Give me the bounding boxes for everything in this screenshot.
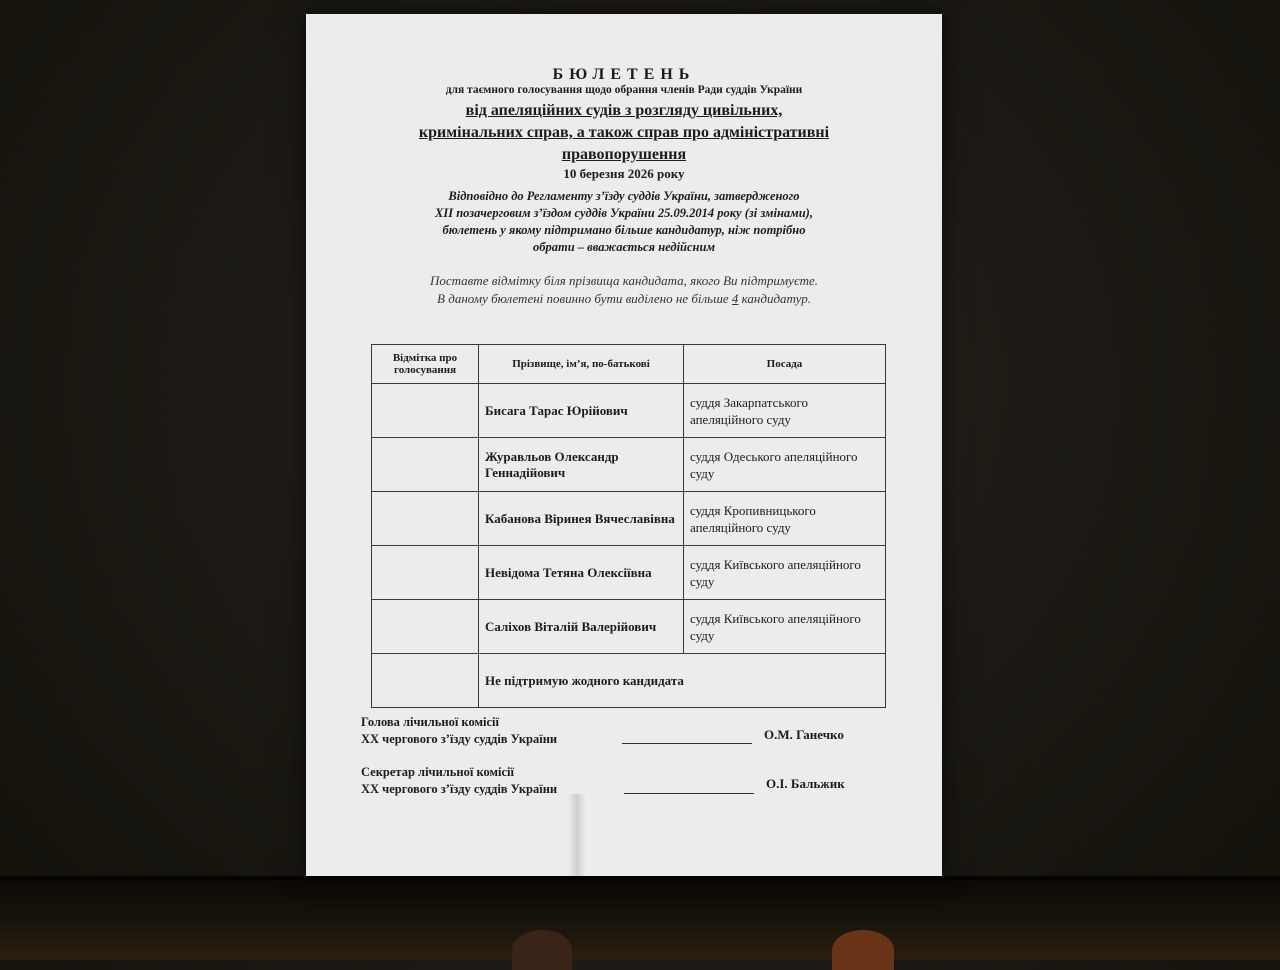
category-line: правопорушення (561, 146, 687, 163)
signature-name: О.І. Бальжик (766, 776, 845, 791)
vote-mark-cell[interactable] (372, 384, 479, 438)
header-position: Посада (684, 345, 886, 384)
rule-note-line: обрати – вважається недійсним (532, 240, 716, 254)
screen-fold (568, 794, 586, 876)
header-mark: Відмітка про голосування (372, 345, 479, 384)
ballot-title: БЮЛЕТЕНЬ (552, 66, 696, 83)
table-row-none (372, 654, 886, 708)
table-row (372, 384, 886, 438)
signature-role: Голова лічильної комісії XX чергового з’їзду суддів України (361, 715, 558, 746)
candidates-table (371, 344, 886, 708)
audience-head (832, 930, 894, 970)
max-candidates: 4 (731, 291, 739, 306)
table-header-row (372, 345, 886, 384)
ballot-subtitle: для таємного голосування щодо обрання членів Ради суддів України (445, 84, 803, 96)
candidate-position: суддя Кропивницького апеляційного суду (684, 492, 886, 546)
candidate-name: Саліхов Віталій Валерійович (479, 600, 684, 654)
vote-mark-cell[interactable] (372, 492, 479, 546)
none-option: Не підтримую жодного кандидата (479, 654, 886, 708)
vote-mark-cell[interactable] (372, 546, 479, 600)
signature-line (622, 743, 752, 744)
candidate-position: суддя Київського апеляційного суду (684, 546, 886, 600)
vote-mark-cell[interactable] (372, 438, 479, 492)
candidate-position: суддя Одеського апеляційного суду (684, 438, 886, 492)
category-line: від апеляційних судів з розгляду цивільних, (465, 102, 783, 119)
vote-mark-cell[interactable] (372, 654, 479, 708)
candidate-position: суддя Київського апеляційного суду (684, 600, 886, 654)
ballot-date: 10 березня 2026 року (563, 166, 685, 181)
category-line: кримінальних справ, а також справ про адміністративні (418, 124, 830, 141)
signature-role: Секретар лічильної комісії XX чергового з’їзду суддів України (361, 765, 558, 796)
projection-screen (306, 14, 942, 876)
table-row (372, 600, 886, 654)
signature-name: О.М. Ганечко (764, 727, 844, 742)
table-row (372, 546, 886, 600)
instruction-line: В даному бюлетені повинно бути виділено не більше 4 кандидатур. (437, 291, 811, 306)
candidate-name: Бисага Тарас Юрійович (479, 384, 684, 438)
stage-floor (0, 880, 1280, 960)
candidate-position: суддя Закарпатського апеляційного суду (684, 384, 886, 438)
candidate-name: Невідома Тетяна Олексіївна (479, 546, 684, 600)
rule-note-line: XII позачерговим з’їздом суддів України 25.09.2014 року (зі змінами), (435, 206, 813, 220)
instructions (306, 272, 942, 308)
candidate-name: Кабанова Віринея Вячеславівна (479, 492, 684, 546)
rule-note-line: Відповідно до Регламенту з’їзду суддів України, затвердженого (448, 189, 800, 203)
vote-mark-cell[interactable] (372, 600, 479, 654)
table-row (372, 438, 886, 492)
rule-note (306, 188, 942, 256)
signature-line (624, 793, 754, 794)
rule-note-line: бюлетень у якому підтримано більше кандидатур, ніж потрібно (442, 223, 806, 237)
audience-head (512, 930, 572, 970)
ballot-category (306, 100, 942, 166)
table-row (372, 492, 886, 546)
instruction-line: Поставте відмітку біля прізвища кандидата, якого Ви підтримуєте. (429, 273, 819, 288)
candidate-name: Журавльов Олександр Геннадійович (479, 438, 684, 492)
header-name: Прізвище, ім’я, по-батькові (479, 345, 684, 384)
